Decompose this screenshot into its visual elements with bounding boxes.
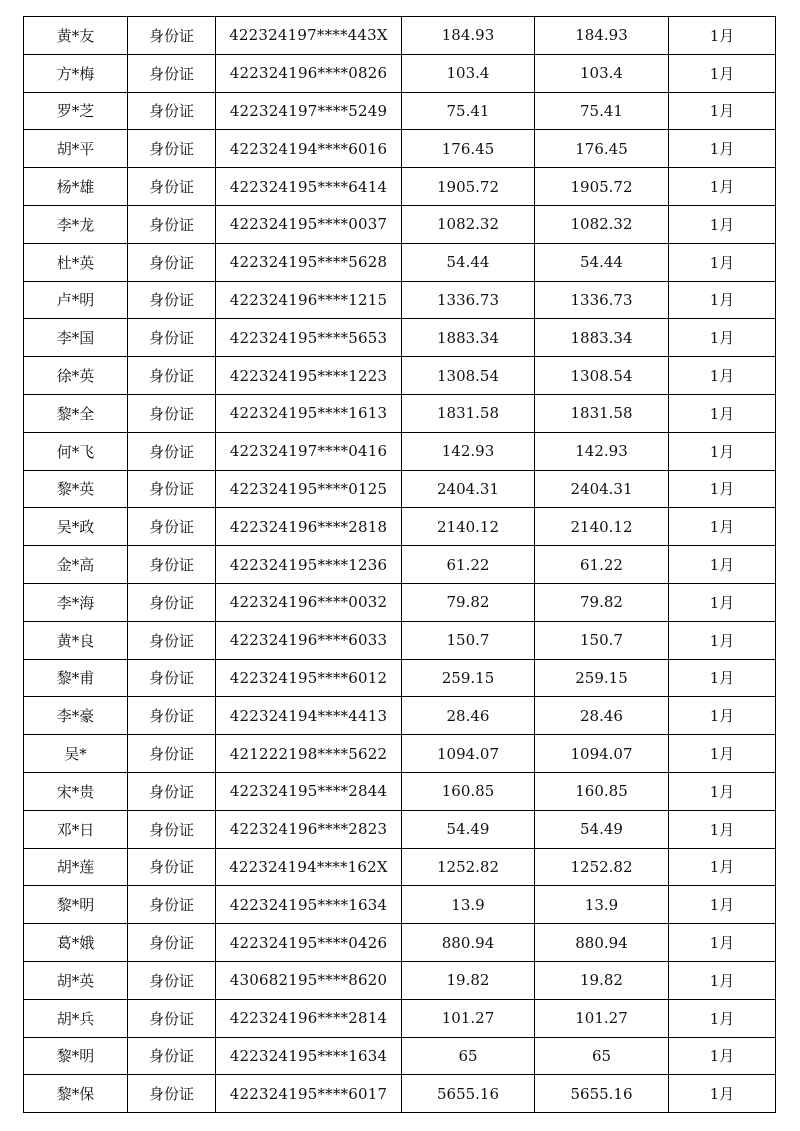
cell-amount: 5655.16 <box>402 1075 535 1113</box>
table-row <box>24 546 776 584</box>
cell-month: 1月 <box>669 735 776 773</box>
cell-amount: 1883.34 <box>402 319 535 357</box>
cell-month: 1月 <box>669 281 776 319</box>
cell-amount-paid: 176.45 <box>535 130 669 168</box>
cell-id-number: 422324197****5249 <box>216 92 402 130</box>
cell-month: 1月 <box>669 508 776 546</box>
cell-name: 罗*芝 <box>24 92 128 130</box>
cell-amount: 184.93 <box>402 17 535 55</box>
table-row <box>24 54 776 92</box>
cell-id-type: 身份证 <box>128 621 216 659</box>
table-row <box>24 130 776 168</box>
cell-amount: 65 <box>402 1037 535 1075</box>
cell-name: 李*海 <box>24 583 128 621</box>
cell-month: 1月 <box>669 697 776 735</box>
table-row <box>24 848 776 886</box>
cell-name: 李*龙 <box>24 205 128 243</box>
cell-id-number: 422324195****1236 <box>216 546 402 584</box>
cell-id-number: 422324195****0426 <box>216 924 402 962</box>
table-row <box>24 697 776 735</box>
cell-id-type: 身份证 <box>128 546 216 584</box>
table-row <box>24 281 776 319</box>
cell-month: 1月 <box>669 54 776 92</box>
table-row <box>24 621 776 659</box>
cell-month: 1月 <box>669 243 776 281</box>
cell-id-type: 身份证 <box>128 848 216 886</box>
table-row <box>24 583 776 621</box>
cell-id-type: 身份证 <box>128 583 216 621</box>
cell-id-type: 身份证 <box>128 470 216 508</box>
cell-month: 1月 <box>669 886 776 924</box>
cell-month: 1月 <box>669 772 776 810</box>
cell-id-number: 422324194****4413 <box>216 697 402 735</box>
cell-amount: 1831.58 <box>402 394 535 432</box>
cell-amount-paid: 1252.82 <box>535 848 669 886</box>
cell-id-type: 身份证 <box>128 54 216 92</box>
cell-id-number: 422324195****0125 <box>216 470 402 508</box>
cell-id-type: 身份证 <box>128 659 216 697</box>
cell-amount: 160.85 <box>402 772 535 810</box>
cell-amount: 1252.82 <box>402 848 535 886</box>
cell-id-type: 身份证 <box>128 735 216 773</box>
cell-month: 1月 <box>669 546 776 584</box>
cell-name: 杜*英 <box>24 243 128 281</box>
table-body <box>24 17 776 1113</box>
cell-id-number: 422324195****5628 <box>216 243 402 281</box>
cell-amount-paid: 1308.54 <box>535 357 669 395</box>
cell-name: 李*豪 <box>24 697 128 735</box>
cell-month: 1月 <box>669 17 776 55</box>
cell-month: 1月 <box>669 168 776 206</box>
cell-amount: 1094.07 <box>402 735 535 773</box>
cell-id-number: 422324195****6012 <box>216 659 402 697</box>
cell-amount: 28.46 <box>402 697 535 735</box>
cell-id-number: 422324196****6033 <box>216 621 402 659</box>
cell-amount-paid: 150.7 <box>535 621 669 659</box>
table-row <box>24 924 776 962</box>
table-row <box>24 999 776 1037</box>
cell-amount: 1082.32 <box>402 205 535 243</box>
cell-id-number: 422324195****5653 <box>216 319 402 357</box>
cell-name: 黄*友 <box>24 17 128 55</box>
cell-id-number: 421222198****5622 <box>216 735 402 773</box>
cell-id-type: 身份证 <box>128 357 216 395</box>
cell-amount: 54.49 <box>402 810 535 848</box>
cell-id-type: 身份证 <box>128 924 216 962</box>
cell-id-type: 身份证 <box>128 772 216 810</box>
cell-amount-paid: 75.41 <box>535 92 669 130</box>
cell-amount: 2404.31 <box>402 470 535 508</box>
cell-id-type: 身份证 <box>128 697 216 735</box>
cell-id-type: 身份证 <box>128 243 216 281</box>
table-row <box>24 1075 776 1113</box>
cell-month: 1月 <box>669 659 776 697</box>
cell-id-number: 422324195****1634 <box>216 886 402 924</box>
table-row <box>24 470 776 508</box>
cell-name: 黎*甫 <box>24 659 128 697</box>
table-row <box>24 243 776 281</box>
cell-month: 1月 <box>669 999 776 1037</box>
cell-month: 1月 <box>669 130 776 168</box>
cell-amount-paid: 54.44 <box>535 243 669 281</box>
cell-id-number: 422324195****2844 <box>216 772 402 810</box>
cell-name: 黎*保 <box>24 1075 128 1113</box>
cell-id-number: 422324196****2814 <box>216 999 402 1037</box>
cell-id-number: 430682195****8620 <box>216 961 402 999</box>
cell-month: 1月 <box>669 621 776 659</box>
cell-amount-paid: 1082.32 <box>535 205 669 243</box>
table-row <box>24 357 776 395</box>
cell-month: 1月 <box>669 319 776 357</box>
table-row <box>24 168 776 206</box>
cell-id-number: 422324194****162X <box>216 848 402 886</box>
table-row <box>24 17 776 55</box>
cell-amount: 101.27 <box>402 999 535 1037</box>
cell-id-number: 422324195****1634 <box>216 1037 402 1075</box>
cell-month: 1月 <box>669 961 776 999</box>
cell-id-type: 身份证 <box>128 999 216 1037</box>
cell-name: 邓*日 <box>24 810 128 848</box>
cell-amount-paid: 1883.34 <box>535 319 669 357</box>
cell-month: 1月 <box>669 810 776 848</box>
cell-id-number: 422324196****1215 <box>216 281 402 319</box>
cell-id-number: 422324195****6414 <box>216 168 402 206</box>
cell-amount: 103.4 <box>402 54 535 92</box>
table-row <box>24 772 776 810</box>
cell-id-number: 422324195****1223 <box>216 357 402 395</box>
cell-amount-paid: 142.93 <box>535 432 669 470</box>
cell-name: 胡*英 <box>24 961 128 999</box>
cell-amount: 61.22 <box>402 546 535 584</box>
cell-amount: 19.82 <box>402 961 535 999</box>
cell-id-type: 身份证 <box>128 130 216 168</box>
table-row <box>24 810 776 848</box>
cell-month: 1月 <box>669 1075 776 1113</box>
cell-id-number: 422324195****0037 <box>216 205 402 243</box>
cell-amount: 150.7 <box>402 621 535 659</box>
cell-id-number: 422324196****0032 <box>216 583 402 621</box>
cell-month: 1月 <box>669 205 776 243</box>
cell-amount-paid: 28.46 <box>535 697 669 735</box>
cell-name: 黎*全 <box>24 394 128 432</box>
cell-name: 黄*良 <box>24 621 128 659</box>
table-row <box>24 394 776 432</box>
cell-amount-paid: 184.93 <box>535 17 669 55</box>
cell-name: 胡*兵 <box>24 999 128 1037</box>
table-row <box>24 432 776 470</box>
cell-amount-paid: 1094.07 <box>535 735 669 773</box>
cell-month: 1月 <box>669 357 776 395</box>
cell-name: 金*高 <box>24 546 128 584</box>
cell-amount-paid: 13.9 <box>535 886 669 924</box>
cell-amount: 13.9 <box>402 886 535 924</box>
cell-name: 黎*明 <box>24 1037 128 1075</box>
cell-amount: 1905.72 <box>402 168 535 206</box>
table-row <box>24 508 776 546</box>
cell-id-type: 身份证 <box>128 886 216 924</box>
cell-name: 吴*政 <box>24 508 128 546</box>
cell-id-type: 身份证 <box>128 17 216 55</box>
cell-amount-paid: 79.82 <box>535 583 669 621</box>
cell-amount: 54.44 <box>402 243 535 281</box>
cell-amount: 880.94 <box>402 924 535 962</box>
cell-id-type: 身份证 <box>128 810 216 848</box>
cell-id-number: 422324195****1613 <box>216 394 402 432</box>
cell-amount-paid: 880.94 <box>535 924 669 962</box>
cell-month: 1月 <box>669 583 776 621</box>
cell-name: 李*国 <box>24 319 128 357</box>
cell-amount-paid: 2140.12 <box>535 508 669 546</box>
table-row <box>24 1037 776 1075</box>
cell-amount-paid: 19.82 <box>535 961 669 999</box>
cell-month: 1月 <box>669 848 776 886</box>
cell-amount-paid: 103.4 <box>535 54 669 92</box>
cell-name: 吴* <box>24 735 128 773</box>
cell-amount: 79.82 <box>402 583 535 621</box>
table-row <box>24 659 776 697</box>
cell-amount-paid: 1905.72 <box>535 168 669 206</box>
cell-name: 黎*明 <box>24 886 128 924</box>
cell-amount-paid: 5655.16 <box>535 1075 669 1113</box>
cell-amount-paid: 54.49 <box>535 810 669 848</box>
cell-id-type: 身份证 <box>128 168 216 206</box>
table-row <box>24 319 776 357</box>
cell-amount-paid: 101.27 <box>535 999 669 1037</box>
cell-id-number: 422324195****6017 <box>216 1075 402 1113</box>
table-row <box>24 92 776 130</box>
cell-month: 1月 <box>669 470 776 508</box>
cell-name: 杨*雄 <box>24 168 128 206</box>
cell-id-type: 身份证 <box>128 961 216 999</box>
cell-name: 卢*明 <box>24 281 128 319</box>
cell-id-type: 身份证 <box>128 432 216 470</box>
cell-amount-paid: 61.22 <box>535 546 669 584</box>
cell-name: 葛*娥 <box>24 924 128 962</box>
cell-id-type: 身份证 <box>128 1075 216 1113</box>
cell-amount-paid: 65 <box>535 1037 669 1075</box>
cell-id-number: 422324197****0416 <box>216 432 402 470</box>
cell-id-type: 身份证 <box>128 394 216 432</box>
table-row <box>24 961 776 999</box>
cell-name: 胡*平 <box>24 130 128 168</box>
cell-id-number: 422324194****6016 <box>216 130 402 168</box>
cell-month: 1月 <box>669 92 776 130</box>
cell-amount: 176.45 <box>402 130 535 168</box>
cell-amount: 142.93 <box>402 432 535 470</box>
cell-id-number: 422324196****2823 <box>216 810 402 848</box>
cell-id-type: 身份证 <box>128 205 216 243</box>
cell-month: 1月 <box>669 394 776 432</box>
cell-name: 方*梅 <box>24 54 128 92</box>
cell-id-type: 身份证 <box>128 92 216 130</box>
cell-id-type: 身份证 <box>128 319 216 357</box>
table-row <box>24 886 776 924</box>
cell-month: 1月 <box>669 1037 776 1075</box>
cell-id-type: 身份证 <box>128 508 216 546</box>
cell-id-number: 422324197****443X <box>216 17 402 55</box>
cell-amount-paid: 160.85 <box>535 772 669 810</box>
cell-id-number: 422324196****2818 <box>216 508 402 546</box>
cell-id-type: 身份证 <box>128 1037 216 1075</box>
cell-amount-paid: 2404.31 <box>535 470 669 508</box>
cell-amount-paid: 259.15 <box>535 659 669 697</box>
cell-amount-paid: 1336.73 <box>535 281 669 319</box>
cell-name: 何*飞 <box>24 432 128 470</box>
cell-id-number: 422324196****0826 <box>216 54 402 92</box>
cell-name: 胡*莲 <box>24 848 128 886</box>
cell-amount-paid: 1831.58 <box>535 394 669 432</box>
cell-month: 1月 <box>669 432 776 470</box>
subsidy-table <box>23 16 776 1113</box>
table-row <box>24 205 776 243</box>
cell-month: 1月 <box>669 924 776 962</box>
cell-id-type: 身份证 <box>128 281 216 319</box>
cell-name: 徐*英 <box>24 357 128 395</box>
cell-amount: 259.15 <box>402 659 535 697</box>
cell-amount: 1336.73 <box>402 281 535 319</box>
cell-name: 黎*英 <box>24 470 128 508</box>
table-row <box>24 735 776 773</box>
cell-name: 宋*贵 <box>24 772 128 810</box>
cell-amount: 1308.54 <box>402 357 535 395</box>
cell-amount: 75.41 <box>402 92 535 130</box>
cell-amount: 2140.12 <box>402 508 535 546</box>
